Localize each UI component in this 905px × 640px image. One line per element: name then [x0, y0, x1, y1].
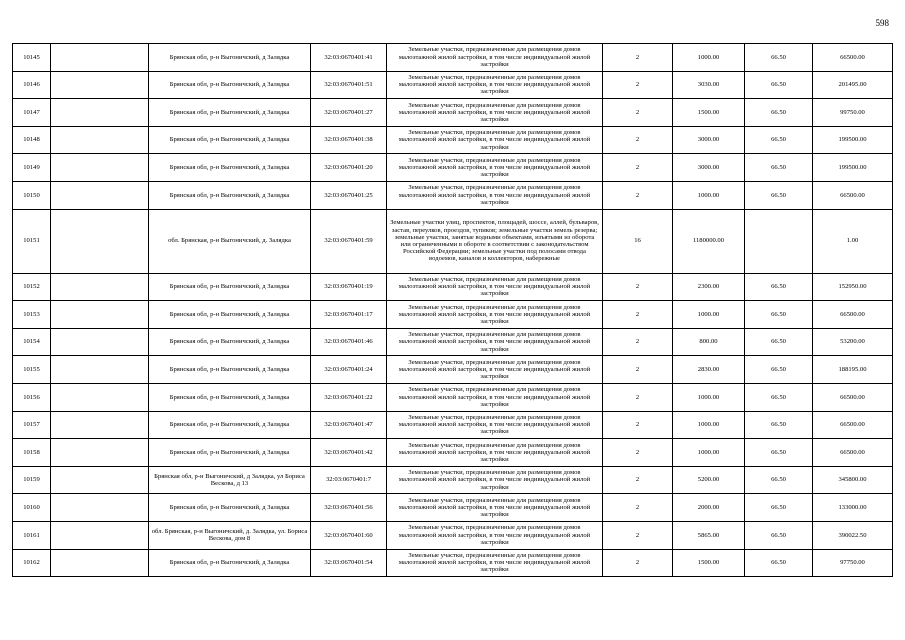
cadastral-value-cell: 152950.00	[813, 273, 893, 301]
land-use-cell: Земельные участки, предназначенные для размещения домов малоэтажной жилой застройки, в том числе индивидуальной жилой застройки	[387, 301, 603, 329]
land-use-cell: Земельные участки, предназначенные для размещения домов малоэтажной жилой застройки, в том числе индивидуальной жилой застройки	[387, 383, 603, 411]
area-cell: 1000.00	[673, 181, 745, 209]
empty-cell	[51, 521, 149, 549]
row-number-cell: 10154	[13, 328, 51, 356]
address-cell: Брянская обл, р-н Выгоничский, д Залядка	[149, 494, 311, 522]
land-use-cell: Земельные участки, предназначенные для размещения домов малоэтажной жилой застройки, в том числе индивидуальной жилой застройки	[387, 466, 603, 494]
specific-value-cell: 66.50	[745, 356, 813, 384]
cadastral-number-cell: 32:03:0670401:59	[311, 209, 387, 273]
empty-cell	[51, 411, 149, 439]
table-row	[13, 181, 893, 209]
empty-cell	[51, 209, 149, 273]
address-cell: Брянская обл, р-н Выгоничский, д Залядка	[149, 71, 311, 99]
area-cell: 5200.00	[673, 466, 745, 494]
specific-value-cell: 66.50	[745, 44, 813, 72]
land-use-cell: Земельные участки, предназначенные для размещения домов малоэтажной жилой застройки, в том числе индивидуальной жилой застройки	[387, 356, 603, 384]
area-cell: 1000.00	[673, 44, 745, 72]
row-number-cell: 10148	[13, 126, 51, 154]
specific-value-cell: 66.50	[745, 71, 813, 99]
cadastral-value-cell: 188195.00	[813, 356, 893, 384]
address-cell: Брянская обл, р-н Выгоничский, д Залядка	[149, 383, 311, 411]
group-cell: 2	[603, 549, 673, 577]
cadastral-value-cell: 97750.00	[813, 549, 893, 577]
group-cell: 2	[603, 301, 673, 329]
cadastral-value-cell: 66500.00	[813, 181, 893, 209]
specific-value-cell: 66.50	[745, 494, 813, 522]
land-use-cell: Земельные участки, предназначенные для размещения домов малоэтажной жилой застройки, в том числе индивидуальной жилой застройки	[387, 44, 603, 72]
group-cell: 2	[603, 126, 673, 154]
area-cell: 3000.00	[673, 154, 745, 182]
cadastral-value-cell: 66500.00	[813, 383, 893, 411]
cadastral-number-cell: 32:03:0670401:24	[311, 356, 387, 384]
table-row	[13, 521, 893, 549]
address-cell: Брянская обл, р-н Выгоничский, д Залядка	[149, 301, 311, 329]
group-cell: 2	[603, 439, 673, 467]
specific-value-cell: 66.50	[745, 411, 813, 439]
group-cell: 2	[603, 181, 673, 209]
table-row	[13, 44, 893, 72]
table-row	[13, 494, 893, 522]
table-row	[13, 301, 893, 329]
cadastral-number-cell: 32:03:0670401:41	[311, 44, 387, 72]
address-cell: Брянская обл, р-н Выгоничский, д Залядка	[149, 99, 311, 127]
land-use-cell: Земельные участки, предназначенные для размещения домов малоэтажной жилой застройки, в том числе индивидуальной жилой застройки	[387, 328, 603, 356]
row-number-cell: 10151	[13, 209, 51, 273]
row-number-cell: 10153	[13, 301, 51, 329]
empty-cell	[51, 466, 149, 494]
area-cell: 1000.00	[673, 301, 745, 329]
empty-cell	[51, 71, 149, 99]
row-number-cell: 10149	[13, 154, 51, 182]
specific-value-cell: 66.50	[745, 439, 813, 467]
specific-value-cell: 66.50	[745, 154, 813, 182]
cadastral-value-cell: 53200.00	[813, 328, 893, 356]
cadastral-value-cell: 99750.00	[813, 99, 893, 127]
cadastral-number-cell: 32:03:0670401:38	[311, 126, 387, 154]
row-number-cell: 10146	[13, 71, 51, 99]
row-number-cell: 10158	[13, 439, 51, 467]
table-row	[13, 328, 893, 356]
land-use-cell: Земельные участки, предназначенные для размещения домов малоэтажной жилой застройки, в том числе индивидуальной жилой застройки	[387, 549, 603, 577]
row-number-cell: 10152	[13, 273, 51, 301]
row-number-cell: 10145	[13, 44, 51, 72]
land-use-cell: Земельные участки, предназначенные для размещения домов малоэтажной жилой застройки, в том числе индивидуальной жилой застройки	[387, 181, 603, 209]
cadastral-value-cell: 66500.00	[813, 301, 893, 329]
table-row	[13, 356, 893, 384]
row-number-cell: 10156	[13, 383, 51, 411]
cadastral-number-cell: 32:03:0670401:46	[311, 328, 387, 356]
cadastral-number-cell: 32:03:0670401:60	[311, 521, 387, 549]
specific-value-cell	[745, 209, 813, 273]
land-use-cell: Земельные участки улиц, проспектов, площадей, шоссе, аллей, бульваров, застав, переулков, проездов, тупиков; земельные участки земель резерва; земельные участки, занятые водными объектами, изъятыми из оборота или ограниченными в обороте в соответствии с законодательством Российской Федерации; земельные участки под полосами отвода водоемов, каналов и коллекторов, набережные	[387, 209, 603, 273]
table-row	[13, 439, 893, 467]
empty-cell	[51, 439, 149, 467]
table-row	[13, 549, 893, 577]
empty-cell	[51, 154, 149, 182]
empty-cell	[51, 44, 149, 72]
row-number-cell: 10161	[13, 521, 51, 549]
group-cell: 2	[603, 44, 673, 72]
row-number-cell: 10147	[13, 99, 51, 127]
group-cell: 2	[603, 273, 673, 301]
land-use-cell: Земельные участки, предназначенные для размещения домов малоэтажной жилой застройки, в том числе индивидуальной жилой застройки	[387, 439, 603, 467]
address-cell: обл. Брянская, р-н Выгоничский, д. Залядка, ул. Бориса Вескова, дом 8	[149, 521, 311, 549]
cadastral-number-cell: 32:03:0670401:19	[311, 273, 387, 301]
group-cell: 2	[603, 328, 673, 356]
area-cell: 800.00	[673, 328, 745, 356]
group-cell: 2	[603, 356, 673, 384]
row-number-cell: 10150	[13, 181, 51, 209]
cadastral-number-cell: 32:03:0670401:20	[311, 154, 387, 182]
row-number-cell: 10160	[13, 494, 51, 522]
land-use-cell: Земельные участки, предназначенные для размещения домов малоэтажной жилой застройки, в том числе индивидуальной жилой застройки	[387, 99, 603, 127]
group-cell: 2	[603, 494, 673, 522]
table-body	[13, 44, 893, 577]
specific-value-cell: 66.50	[745, 466, 813, 494]
area-cell: 1000.00	[673, 439, 745, 467]
area-cell: 5865.00	[673, 521, 745, 549]
row-number-cell: 10162	[13, 549, 51, 577]
specific-value-cell: 66.50	[745, 301, 813, 329]
cadastral-number-cell: 32:03:0670401:42	[311, 439, 387, 467]
specific-value-cell: 66.50	[745, 549, 813, 577]
cadastral-value-cell: 390022.50	[813, 521, 893, 549]
table-row	[13, 383, 893, 411]
group-cell: 2	[603, 99, 673, 127]
cadastral-value-cell: 66500.00	[813, 411, 893, 439]
group-cell: 2	[603, 71, 673, 99]
cadastral-number-cell: 32:03:0670401:27	[311, 99, 387, 127]
land-use-cell: Земельные участки, предназначенные для размещения домов малоэтажной жилой застройки, в том числе индивидуальной жилой застройки	[387, 273, 603, 301]
land-use-cell: Земельные участки, предназначенные для размещения домов малоэтажной жилой застройки, в том числе индивидуальной жилой застройки	[387, 521, 603, 549]
cadastral-number-cell: 32:03:0670401:51	[311, 71, 387, 99]
land-use-cell: Земельные участки, предназначенные для размещения домов малоэтажной жилой застройки, в том числе индивидуальной жилой застройки	[387, 411, 603, 439]
group-cell: 16	[603, 209, 673, 273]
address-cell: Брянская обл, р-н Выгоничский, д Залядка	[149, 273, 311, 301]
empty-cell	[51, 549, 149, 577]
address-cell: Брянская обл, р-н Выгоничский, д Залядка	[149, 154, 311, 182]
table-row	[13, 126, 893, 154]
area-cell: 1000.00	[673, 383, 745, 411]
cadastral-value-cell: 201495.00	[813, 71, 893, 99]
cadastral-value-cell: 1.00	[813, 209, 893, 273]
address-cell: Брянская обл, р-н Выгоничский, д Залядка	[149, 181, 311, 209]
empty-cell	[51, 383, 149, 411]
table-row	[13, 71, 893, 99]
table-row	[13, 154, 893, 182]
cadastral-value-cell: 133000.00	[813, 494, 893, 522]
area-cell: 1500.00	[673, 549, 745, 577]
row-number-cell: 10157	[13, 411, 51, 439]
land-use-cell: Земельные участки, предназначенные для размещения домов малоэтажной жилой застройки, в том числе индивидуальной жилой застройки	[387, 154, 603, 182]
table-row	[13, 466, 893, 494]
cadastral-value-cell: 66500.00	[813, 439, 893, 467]
address-cell: Брянская обл, р-н Выгоничский, д Залядка	[149, 44, 311, 72]
table-row	[13, 273, 893, 301]
specific-value-cell: 66.50	[745, 328, 813, 356]
specific-value-cell: 66.50	[745, 181, 813, 209]
cadastral-number-cell: 32:03:0670401:17	[311, 301, 387, 329]
row-number-cell: 10159	[13, 466, 51, 494]
area-cell: 1180000.00	[673, 209, 745, 273]
cadastral-number-cell: 32:03:0670401:47	[311, 411, 387, 439]
area-cell: 1500.00	[673, 99, 745, 127]
empty-cell	[51, 328, 149, 356]
cadastral-value-cell: 66500.00	[813, 44, 893, 72]
page-number: 598	[875, 18, 889, 28]
specific-value-cell: 66.50	[745, 99, 813, 127]
area-cell: 2000.00	[673, 494, 745, 522]
group-cell: 2	[603, 383, 673, 411]
address-cell: обл. Брянская, р-н Выгоничский, д. Залядка	[149, 209, 311, 273]
empty-cell	[51, 494, 149, 522]
cadastral-value-cell: 345800.00	[813, 466, 893, 494]
land-use-cell: Земельные участки, предназначенные для размещения домов малоэтажной жилой застройки, в том числе индивидуальной жилой застройки	[387, 494, 603, 522]
land-use-cell: Земельные участки, предназначенные для размещения домов малоэтажной жилой застройки, в том числе индивидуальной жилой застройки	[387, 126, 603, 154]
empty-cell	[51, 301, 149, 329]
cadastral-value-table	[12, 43, 893, 577]
empty-cell	[51, 126, 149, 154]
address-cell: Брянская обл, р-н Выгоничский, д Залядка	[149, 356, 311, 384]
address-cell: Брянская обл, р-н Выгоничский, д Залядка	[149, 411, 311, 439]
area-cell: 3030.00	[673, 71, 745, 99]
specific-value-cell: 66.50	[745, 521, 813, 549]
table-row	[13, 99, 893, 127]
address-cell: Брянская обл, р-н Выгоничский, д Залядка	[149, 126, 311, 154]
cadastral-value-cell: 199500.00	[813, 154, 893, 182]
empty-cell	[51, 99, 149, 127]
area-cell: 1000.00	[673, 411, 745, 439]
address-cell: Брянская обл, р-н Выгоничский, д Залядка	[149, 328, 311, 356]
address-cell: Брянская обл, р-н Выгоничский, д Залядка, ул Бориса Вескова, д 13	[149, 466, 311, 494]
row-number-cell: 10155	[13, 356, 51, 384]
cadastral-number-cell: 32:03:0670401:22	[311, 383, 387, 411]
empty-cell	[51, 356, 149, 384]
address-cell: Брянская обл, р-н Выгоничский, д Залядка	[149, 549, 311, 577]
specific-value-cell: 66.50	[745, 383, 813, 411]
table-row	[13, 209, 893, 273]
cadastral-number-cell: 32:03:0670401:7	[311, 466, 387, 494]
empty-cell	[51, 273, 149, 301]
area-cell: 2300.00	[673, 273, 745, 301]
cadastral-number-cell: 32:03:0670401:54	[311, 549, 387, 577]
land-use-cell: Земельные участки, предназначенные для размещения домов малоэтажной жилой застройки, в том числе индивидуальной жилой застройки	[387, 71, 603, 99]
specific-value-cell: 66.50	[745, 126, 813, 154]
area-cell: 2830.00	[673, 356, 745, 384]
specific-value-cell: 66.50	[745, 273, 813, 301]
group-cell: 2	[603, 521, 673, 549]
address-cell: Брянская обл, р-н Выгоничский, д Залядка	[149, 439, 311, 467]
area-cell: 3000.00	[673, 126, 745, 154]
table-row	[13, 411, 893, 439]
cadastral-number-cell: 32:03:0670401:25	[311, 181, 387, 209]
group-cell: 2	[603, 466, 673, 494]
empty-cell	[51, 181, 149, 209]
cadastral-value-cell: 199500.00	[813, 126, 893, 154]
group-cell: 2	[603, 411, 673, 439]
group-cell: 2	[603, 154, 673, 182]
cadastral-number-cell: 32:03:0670401:56	[311, 494, 387, 522]
